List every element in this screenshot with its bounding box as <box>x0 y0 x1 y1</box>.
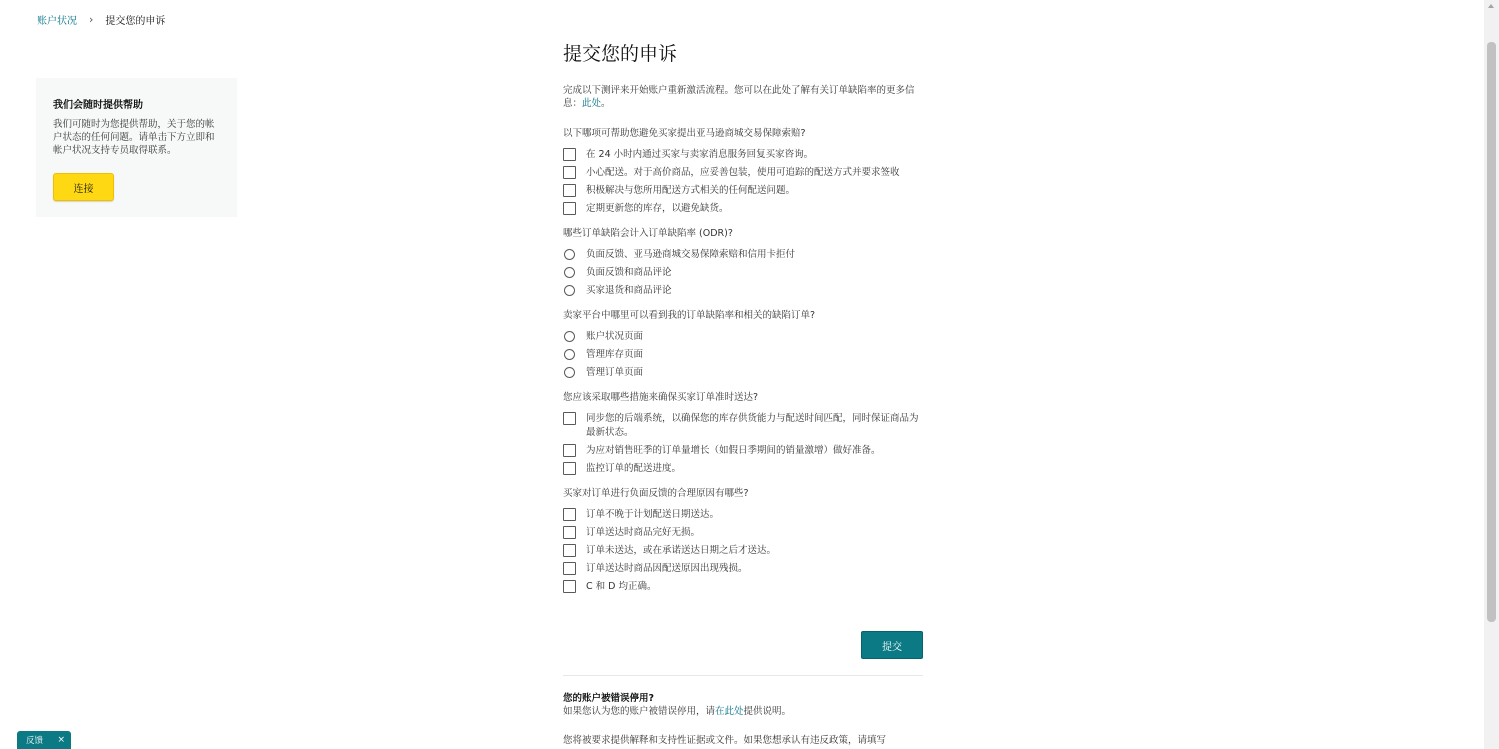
option-label: 负面反馈、亚马逊商城交易保障索赔和信用卡拒付 <box>586 249 796 260</box>
radio-button[interactable] <box>564 331 575 342</box>
scroll-up-arrow-icon[interactable] <box>1488 4 1494 8</box>
notice-body-2: 您将被要求提供解释和支持性证据或文件。如果您想承认有违反政策，请填写 <box>563 735 887 746</box>
wrongly-deactivated-notice <box>563 692 933 747</box>
checkbox[interactable] <box>563 184 576 197</box>
question-3-option-a[interactable] <box>563 330 923 344</box>
intro-text <box>563 84 923 110</box>
breadcrumb-current: 提交您的申诉 <box>105 16 166 27</box>
option-label: 监控订单的配送进度。 <box>586 463 682 474</box>
notice-body-prefix: 如果您认为您的账户被错误停用，请 <box>563 706 716 717</box>
question-1-option-a[interactable] <box>563 148 923 162</box>
intro-here-link[interactable]: 此处 <box>582 98 602 109</box>
option-label: 定期更新您的库存，以避免缺货。 <box>586 203 729 214</box>
breadcrumb-account-health-link[interactable]: 账户状况 <box>37 16 77 27</box>
checkbox[interactable] <box>563 544 576 557</box>
option-label: 订单未送达，或在承诺送达日期之后才送达。 <box>586 545 777 556</box>
notice-title: 您的账户被错误停用? <box>563 693 655 704</box>
radio-button[interactable] <box>564 249 575 260</box>
connect-button[interactable]: 连接 <box>53 173 114 201</box>
option-label: 同步您的后端系统，以确保您的库存供货能力与配送时间匹配，同时保证商品为最新状态。 <box>586 413 919 438</box>
notice-here-link[interactable]: 在此处 <box>715 706 744 717</box>
question-2-option-c[interactable] <box>563 284 923 298</box>
checkbox[interactable] <box>563 508 576 521</box>
question-3-option-b[interactable] <box>563 348 923 362</box>
option-label: 小心配送。对于高价商品，应妥善包装，使用可追踪的配送方式并要求签收 <box>586 167 900 178</box>
notice-body <box>563 705 933 718</box>
page-title: 提交您的申诉 <box>563 43 678 65</box>
help-body: 我们可随时为您提供帮助，关于您的帐户状态的任何问题。请单击下方立即和帐户状况支持专员取得联系。 <box>53 119 215 156</box>
divider <box>563 675 923 676</box>
question-5-text: 买家对订单进行负面反馈的合理原因有哪些? <box>563 488 749 499</box>
option-label: 负面反馈和商品评论 <box>586 267 672 278</box>
question-4-text: 您应该采取哪些措施来确保买家订单准时送达? <box>563 392 759 403</box>
option-label: 买家退货和商品评论 <box>586 285 672 296</box>
question-1-option-b[interactable] <box>563 166 923 180</box>
option-label: 管理订单页面 <box>586 367 644 378</box>
question-5-option-a[interactable] <box>563 508 923 522</box>
intro-body: 完成以下测评来开始账户重新激活流程。您可以在此处了解有关订单缺陷率的更多信息： <box>563 85 915 109</box>
help-card <box>36 78 237 217</box>
question-3-option-c[interactable] <box>563 366 923 380</box>
question-5 <box>563 488 923 594</box>
intro-suffix: 。 <box>601 98 611 109</box>
question-5-option-d[interactable] <box>563 562 923 576</box>
option-label: 订单不晚于计划配送日期送达。 <box>586 509 720 520</box>
question-1-option-d[interactable] <box>563 202 923 216</box>
checkbox[interactable] <box>563 412 576 425</box>
option-label: 积极解决与您所用配送方式相关的任何配送问题。 <box>586 185 796 196</box>
scrollbar-thumb[interactable] <box>1487 42 1496 622</box>
question-2-option-b[interactable] <box>563 266 923 280</box>
question-4 <box>563 392 923 476</box>
radio-button[interactable] <box>564 285 575 296</box>
question-5-option-e[interactable] <box>563 580 923 594</box>
option-label: 订单送达时商品因配送原因出现残损。 <box>586 563 748 574</box>
submit-row <box>861 631 923 659</box>
option-label: 管理库存页面 <box>586 349 644 360</box>
option-label: 账户状况页面 <box>586 331 644 342</box>
checkbox[interactable] <box>563 444 576 457</box>
checkbox[interactable] <box>563 580 576 593</box>
question-2 <box>563 228 923 298</box>
question-4-option-b[interactable] <box>563 444 923 458</box>
option-label: C 和 D 均正确。 <box>586 581 657 592</box>
radio-button[interactable] <box>564 367 575 378</box>
close-icon[interactable]: × <box>57 735 65 745</box>
question-5-option-b[interactable] <box>563 526 923 540</box>
question-4-option-a[interactable] <box>563 412 923 440</box>
option-label: 在 24 小时内通过买家与卖家消息服务回复买家咨询。 <box>586 149 814 160</box>
feedback-tab[interactable] <box>17 731 71 749</box>
help-title: 我们会随时提供帮助 <box>53 100 143 111</box>
question-4-option-c[interactable] <box>563 462 923 476</box>
question-5-option-c[interactable] <box>563 544 923 558</box>
spacer <box>563 718 933 734</box>
option-label: 订单送达时商品完好无损。 <box>586 527 701 538</box>
radio-button[interactable] <box>564 349 575 360</box>
checkbox[interactable] <box>563 462 576 475</box>
scrollbar[interactable] <box>1484 0 1499 749</box>
radio-button[interactable] <box>564 267 575 278</box>
option-label: 为应对销售旺季的订单量增长（如假日季期间的销量激增）做好准备。 <box>586 445 881 456</box>
question-2-text: 哪些订单缺陷会计入订单缺陷率 (ODR)? <box>563 228 733 239</box>
appeal-form <box>563 40 923 606</box>
question-1-text: 以下哪项可帮助您避免买家提出亚马逊商城交易保障索赔? <box>563 128 806 139</box>
checkbox[interactable] <box>563 202 576 215</box>
question-3 <box>563 310 923 380</box>
notice-body-suffix: 提供说明。 <box>743 706 792 717</box>
submit-button[interactable]: 提交 <box>861 631 923 659</box>
chevron-right-icon: › <box>89 13 94 26</box>
checkbox[interactable] <box>563 166 576 179</box>
feedback-label[interactable]: 反馈 <box>26 736 44 746</box>
checkbox[interactable] <box>563 526 576 539</box>
question-2-option-a[interactable] <box>563 248 923 262</box>
checkbox[interactable] <box>563 562 576 575</box>
question-3-text: 卖家平台中哪里可以看到我的订单缺陷率和相关的缺陷订单? <box>563 310 816 321</box>
question-1-option-c[interactable] <box>563 184 923 198</box>
question-1 <box>563 128 923 216</box>
checkbox[interactable] <box>563 148 576 161</box>
breadcrumb <box>37 12 165 27</box>
